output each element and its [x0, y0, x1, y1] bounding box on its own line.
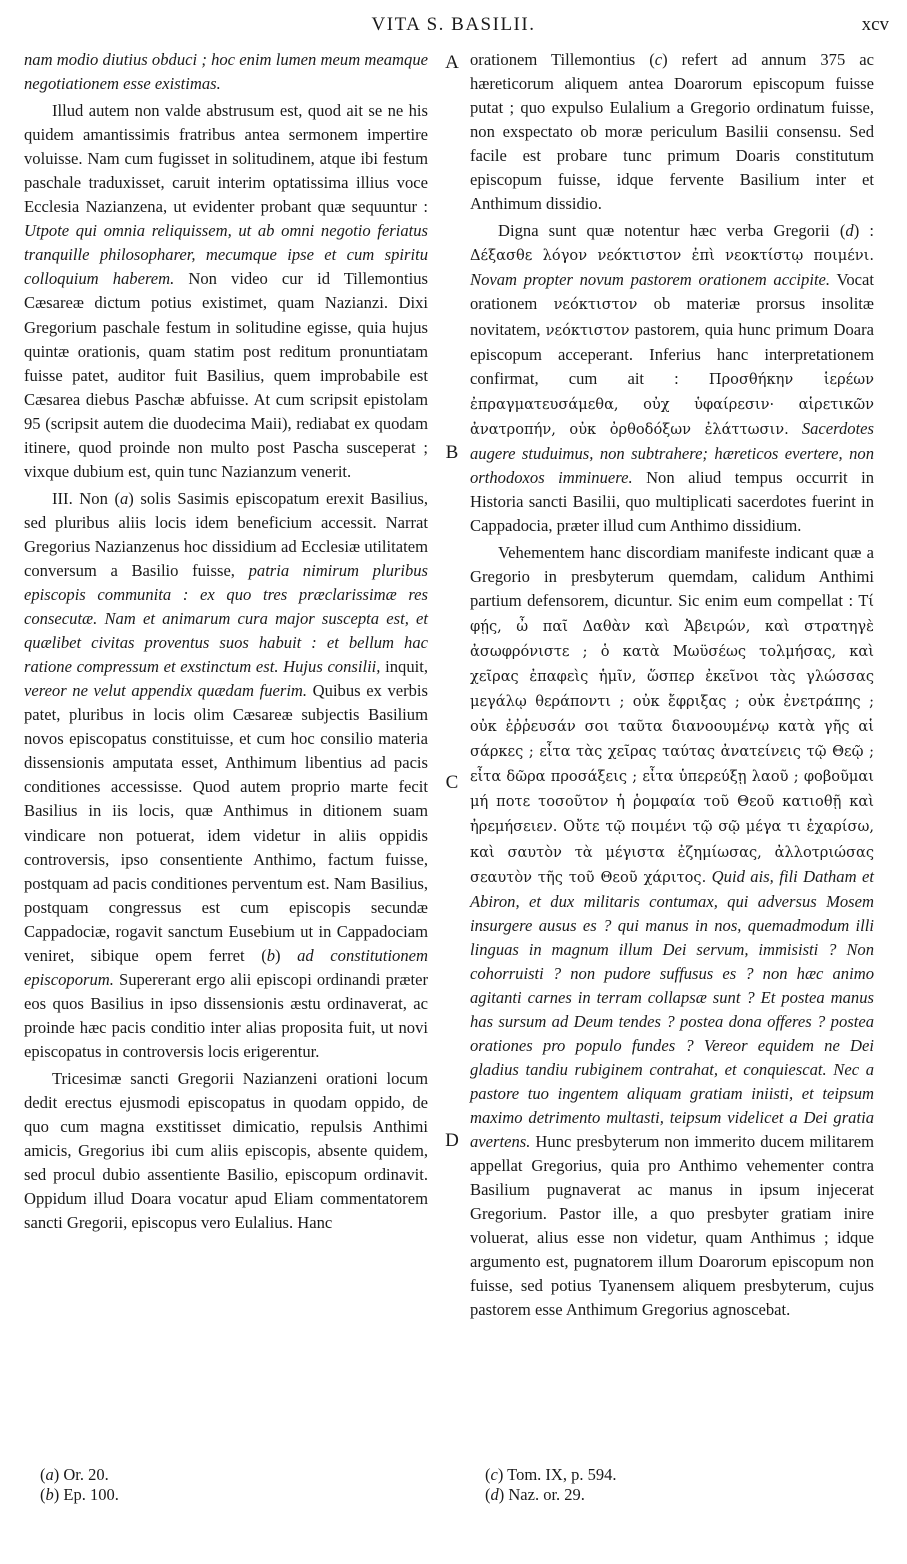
greek-text: Προσθήκην ἱερέων ἐπραγματευσάμεθα, οὐχ ὑφαίρεσιν· αἱρετικῶν ἀνατροπήν, οὐκ ὀρθοδόξων ἐλάττωσιν. — [470, 370, 874, 438]
footnote-mark: a — [45, 1465, 54, 1484]
paragraph — [24, 487, 428, 1064]
paragraph — [470, 541, 874, 1323]
text-run: inquit, — [380, 657, 428, 677]
text-run: ob materiæ prorsus insolitæ novitatem, — [470, 294, 874, 339]
italic-text: patria nimirum pluribus episcopis communita : ex quo tres præclarissimæ res consecutæ. Nam et animarum cura major suscepta est, et quælibet civitas proventus suos habuit : et bellum hac ratione compressum et exstinctum est. Hujus consilii, — [24, 560, 428, 677]
footnote: (a) Or. 20. — [40, 1465, 109, 1484]
text-run: Quibus ex verbis patet, pluribus in locis olim Cæsareæ subjectis Basilium novos episcopatus constituisse, et cum hoc consilio materia dissensionis amputata esset, Anthimum libentius ad pacis conditiones accessisse. Quod autem proprio marte fecit Basilius in iis locis, quæ Anthimus in ditionem suam vindicare non potuerat, idem videtur in aliis oppidis controversis, ipso consentiente Anthimo, factum fuisse, postquam ad pacis conditiones perventum est. Nam Basilius, postquam congressus est cum episcopis secundæ Cappadociæ, rogavit sanctum Eusebium ut in Cappadociam veniret, sibique opem ferret ( — [24, 681, 428, 965]
page-header — [0, 14, 907, 42]
greek-text: νεόκτιστον — [553, 296, 638, 314]
text-run: Illud autem non valde abstrusum est, quod ait se ne his quidem amantissimis fratribus antea sermonem impertire voluisse. Nam cum fugisset in solitudinem, atque ibi festum paschale traduxisset, caruit interim optatissima illius voce Ecclesia Nazianzena, ut evidenter probant quæ sequuntur : — [24, 101, 428, 217]
italic-text: c — [654, 50, 663, 69]
footnote-mark: d — [490, 1485, 499, 1504]
margin-marker-d: D — [445, 1130, 459, 1151]
footnote-text: Tom. IX, p. 594. — [503, 1465, 617, 1484]
paragraph — [470, 219, 874, 538]
paragraph — [24, 99, 428, 484]
footnote-mark: b — [45, 1485, 54, 1504]
paragraph — [24, 48, 428, 96]
footnote: (b) Ep. 100. — [40, 1485, 119, 1504]
text-run: ) solis Sasimis episcopatum erexit Basilius, sed pluribus aliis locis idem beneficium accessit. Narrat Gregorius Nazianzenus hoc dissidium ad Ecclesiæ utilitatem conversum a Basilio fuisse, — [24, 488, 428, 580]
right-column — [470, 48, 874, 1322]
italic-text: vereor ne velut appendix quædam fuerim. — [24, 681, 308, 701]
text-run: Vehementem hanc discordiam manifeste indicant quæ a Gregorio in presbyterum quemdam, calidum Anthimi partium defensorem, dicuntur. Sic enim eum compellat : — [470, 542, 874, 611]
footnote-text: Naz. or. 29. — [504, 1485, 585, 1504]
greek-text: νεόκτιστον — [545, 321, 630, 339]
italic-text: ad constitutionem episcoporum. — [24, 945, 428, 989]
italic-text: b — [266, 945, 276, 965]
italic-text: a — [119, 488, 129, 508]
paragraph — [24, 1067, 428, 1235]
italic-text: d — [845, 221, 854, 241]
footnote-text: Or. 20. — [59, 1465, 109, 1484]
paragraph — [470, 48, 874, 216]
text-run: Digna sunt quæ notentur hæc verba Gregorii ( — [498, 221, 846, 241]
footnote-mark: c — [490, 1465, 498, 1484]
italic-text: Utpote qui omnia reliquissem, ut ab omni negotio feriatus tranquille philosopharer, mecumque ipse et cum spiritu colloquium haberem. — [24, 221, 428, 289]
text-run: orationem Tillemontius ( — [470, 50, 655, 69]
footnote-text: Ep. 100. — [59, 1485, 119, 1504]
left-column — [24, 48, 428, 1235]
footnote: (c) Tom. IX, p. 594. — [485, 1465, 617, 1484]
text-run: Supererant ergo alii episcopi ordinandi præter eos quos Basilius in ipso dissensionis æstu ordinaverat, ac proinde hæc pacis conditio inter alias proposita fuit, ut novi episcopatus in controversis locis erigerentur. — [24, 969, 428, 1061]
margin-marker-c: C — [445, 772, 459, 793]
italic-text: nam modio diutius obduci ; hoc enim lumen meum meamque negotiationem esse existimas. — [24, 50, 428, 94]
text-run: Non video cur id Tillemontius Cæsareæ dictum potius existimet, quam Nazianzi. Dixi Gregorium paschale festum in solitudine egisse, quia hujus quintæ orationis, quam statim post reditum pronuntiatam fuisse patet, auditor fuit Basilius, quem improbabile est Cæsarea diebus Paschæ abfuisse. At cum scripsit epistolam 95 (scripsit autem die duodecima Maii), rediabat ex quodam itinere, quod proinde non multo post Pascha susceperat ; vixque dubium est, quin tunc Nazianzum venerit. — [24, 269, 428, 481]
greek-text: Τί φῄς, ὦ παῖ Δαθὰν καὶ Ἀβειρών, καὶ στρατηγὲ ἀσωφρόνιστε ; ὁ κατὰ Μωϋσέως τολμήσας, καὶ χεῖρας ἐπαφεὶς ἡμῖν, ὥσπερ ἐκεῖνοι τὰς γλώσσας μεγάλῳ θεράποντι ; οὐκ ἔφριξας ; οὐκ ἐνετράπης ; οὐκ ἐῤῥευσάν σοι ταῦτα διανοουμένῳ κατὰ γῆς αἱ σάρκες ; εἶτα τὰς χεῖρας ταύτας ἀνατείνεις τῷ Θεῷ ; εἶτα δῶρα προσάξεις ; εἶτα ὑπερεύξῃ λαοῦ ; φοβοῦμαι μή ποτε τοσοῦτον ἡ ῥομφαία τοῦ Θεοῦ κατιοθῇ καὶ ἠρεμήσειεν. Οὔτε τῷ ποιμένι τῷ σῷ μέγα τι ἐχαρίσω, καὶ σαυτὸν τὰ μέγιστα ἐζημίωσας, ἀλλοτριώσας σεαυτὸν τῆς τοῦ Θεοῦ χάριτος. — [470, 593, 874, 886]
greek-text: Δέξασθε λόγον νεόκτιστον ἐπὶ νεοκτίστῳ ποιμένι. — [470, 247, 874, 265]
text-run: pastorem, quia hunc primum Doara episcopum acceperant. Inferius hanc interpretationem confirmat, cum ait : — [470, 319, 875, 388]
margin-marker-b: B — [445, 442, 459, 463]
text-run: Vocat orationem — [470, 270, 874, 314]
footnotes-left — [40, 1465, 119, 1505]
running-title: VITA S. BASILII. — [371, 14, 536, 35]
text-run: ) : — [853, 221, 874, 241]
footnote: (d) Naz. or. 29. — [485, 1485, 585, 1504]
text-run: III. Non ( — [52, 488, 120, 508]
italic-text: Sacerdotes augere studuimus, non subtrahere; hæreticos evertere, non orthodoxos imminuere. — [470, 418, 875, 487]
footnotes-right — [485, 1465, 616, 1505]
italic-text: Novam propter novum pastorem orationem accipite. — [470, 270, 831, 290]
text-run: ) — [275, 945, 298, 965]
text-run: Non aliud tempus occurrit in Historia sancti Basilii, quo multiplicati sacerdotes fuerint in Cappadocia, præter illud cum Anthimo dissidium. — [470, 467, 875, 535]
margin-marker-a: A — [445, 52, 459, 73]
text-run: Tricesimæ sancti Gregorii Nazianzeni orationi locum dedit erectus ejusmodi episcopatus in quodam oppido, de quo cum magna exstitisset dimicatio, repulsis Anthimi amicis, Gregorius ibi cum aliis episcopis, absente quidem, sed procul dubio assentiente Basilio, episcopum ordinavit. Oppidum illud Doara vocatur apud Eliam commentatorem sancti Gregorii, episcopus vero Eulalius. Hanc — [24, 1068, 428, 1233]
text-run: Hunc presbyterum non immerito ducem militarem appellat Gregorius, quia pro Anthimo vehementer contra Basilium pugnaverat ac manus in ipsum injecerat Gregorium. Pastor ille, a quo presbyter gratiam inire voluerat, alius esse non videtur, quam Anthimus ; idque argumento est, pugnatorem illum Doarorum episcopum non fuisse, sed potius Tyanensem aliquem presbyterum, cujus pastorem esse Anthimum Gregorius agnoscebat. — [470, 1132, 874, 1320]
italic-text: Quid ais, fili Datham et Abiron, et dux militaris contumax, qui adversus Mosem insurgere ausus es ? qui manus in nos, quemadmodum illi linguas in magnum illum Dei servum, immisisti ? Non cohorruisti ? non pudore suffusus es ? non hæc animo agitanti carnes in terram collapsæ sunt ? Et postea manus has sursum ad Deum tendes ? postea dona offeres ? postea orationes pro populo fundes ? Vereor equidem ne Dei gladius tandiu rubiginem contrahat, et conquiescat. Nec a pastore tuo ingentem aliquam gratiam iniisti, et teipsum maximo detrimento multasti, teipsum videlicet a Dei gratia avertens. — [470, 866, 874, 1152]
text-run: ) refert ad annum 375 ac hæreticorum aliquem antea Doarorum episcopum fuisse putat ; quo expulso Eulalium a Gregorio ordinatum fuisse, non exspectato ob moræ periculum Basilii consensu. Sed facile est probare tunc primum Doaris constitutum episcopum fuisse, idque fervente Basilium inter et Anthimum dissidio. — [470, 50, 874, 214]
page-number: xcv — [861, 14, 889, 35]
